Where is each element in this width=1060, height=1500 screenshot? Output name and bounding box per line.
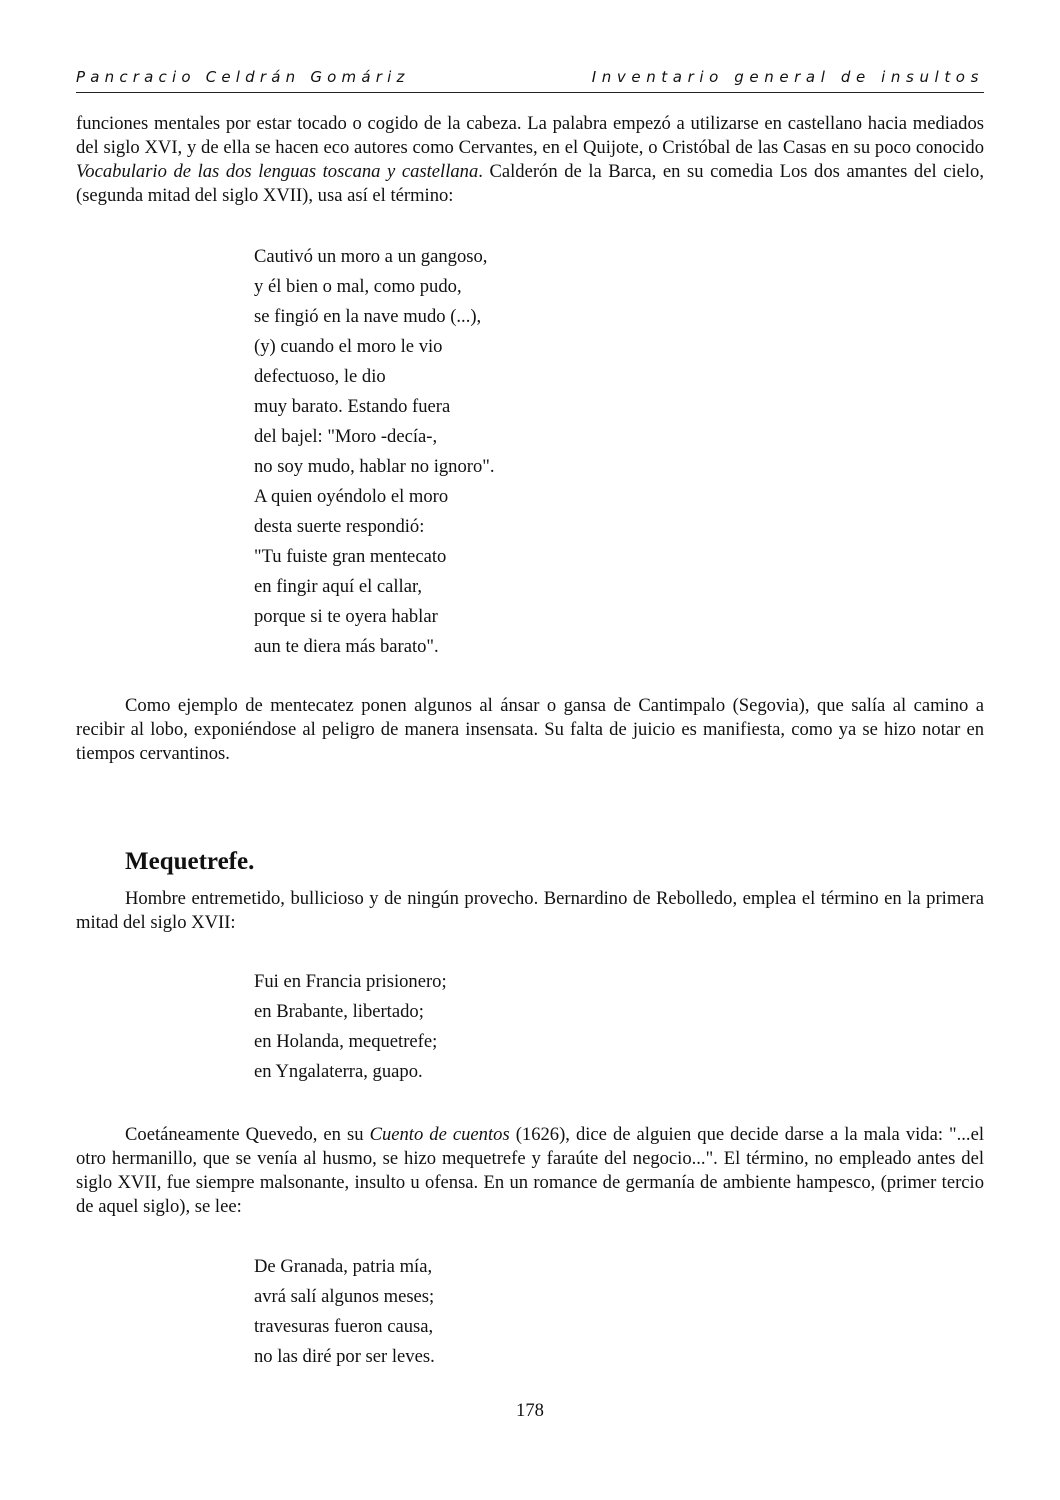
- paragraph-intro-text-1: funciones mentales por estar tocado o cogido de la cabeza. La palabra empezó a utilizarse en castellano hacia mediados del siglo XVI, y de ella se hacen eco autores como Cervantes, en el Quijote, o Cristóbal de las Casas en su poco conocido: [76, 113, 984, 158]
- verse-calderon: [254, 242, 495, 662]
- paragraph-intro-text-2: . Calderón de la Barca, en su comedia Los dos amantes del cielo, (segunda mitad del siglo XVII), usa así el término:: [76, 161, 984, 206]
- verse-line: se fingió en la nave mudo (...),: [254, 306, 482, 327]
- verse-line: defectuoso, le dio: [254, 366, 386, 387]
- header-author: Pancracio Celdrán Gomáriz: [76, 68, 410, 86]
- paragraph-definition: Hombre entremetido, bullicioso y de ningún provecho. Bernardino de Rebolledo, emplea el término en la primera mitad del siglo XVII:: [76, 888, 984, 933]
- verse-line: desta suerte respondió:: [254, 516, 425, 537]
- verse-line: no soy mudo, hablar no ignoro".: [254, 456, 495, 477]
- verse-line: en Holanda, mequetrefe;: [254, 1031, 438, 1052]
- verse-line: en Brabante, libertado;: [254, 1001, 424, 1022]
- verse-line: y él bien o mal, como pudo,: [254, 276, 462, 297]
- paragraph-cantimpalo: Como ejemplo de mentecatez ponen algunos al ánsar o gansa de Cantimpalo (Segovia), que salía al camino a recibir al lobo, exponiéndose al peligro de manera insensata. Su falta de juicio es manifiesta, como ya se hizo notar en tiempos cervantinos.: [76, 695, 984, 764]
- verse-line: Cautivó un moro a un gangoso,: [254, 246, 488, 267]
- page-number: 178: [516, 1400, 544, 1421]
- running-header: [76, 66, 984, 93]
- verse-line: De Granada, patria mía,: [254, 1256, 433, 1277]
- verse-line: "Tu fuiste gran mentecato: [254, 546, 447, 567]
- paragraph-quevedo-italic-title: Cuento de cuentos: [369, 1124, 510, 1145]
- paragraph-quevedo-text-2: (1626), dice de alguien que decide darse a la mala vida: "...el otro hermanillo, que se venía al husmo, se hizo mequetrefe y faraúte del negocio...". El término, no empleado antes del siglo XVII, fue siempre malsonante, insulto u ofensa. En un romance de germanía de ambiente hampesco, (primer tercio de aquel siglo), se lee:: [76, 1124, 984, 1217]
- verse-line: A quien oyéndolo el moro: [254, 486, 449, 507]
- paragraph-quevedo-text-1: Coetáneamente Quevedo, en su: [125, 1124, 370, 1145]
- verse-line: avrá salí algunos meses;: [254, 1286, 435, 1307]
- verse-line: muy barato. Estando fuera: [254, 396, 451, 417]
- paragraph-intro-italic-title: Vocabulario de las dos lenguas toscana y castellana: [76, 161, 479, 182]
- verse-line: en Yngalaterra, guapo.: [254, 1061, 423, 1082]
- entry-heading-mequetrefe: Mequetrefe.: [125, 848, 255, 875]
- verse-line: Fui en Francia prisionero;: [254, 971, 447, 992]
- paragraph-quevedo: [76, 1123, 984, 1219]
- verse-line: en fingir aquí el callar,: [254, 576, 423, 597]
- paragraph-intro: [76, 112, 984, 208]
- verse-line: (y) cuando el moro le vio: [254, 336, 443, 357]
- verse-romance: [254, 1252, 435, 1372]
- verse-line: porque si te oyera hablar: [254, 606, 438, 627]
- verse-line: travesuras fueron causa,: [254, 1316, 434, 1337]
- header-book-title: Inventario general de insultos: [591, 68, 984, 86]
- verse-line: del bajel: "Moro -decía-,: [254, 426, 438, 447]
- verse-line: aun te diera más barato".: [254, 636, 439, 657]
- verse-line: no las diré por ser leves.: [254, 1346, 435, 1367]
- verse-rebolledo: [254, 967, 447, 1087]
